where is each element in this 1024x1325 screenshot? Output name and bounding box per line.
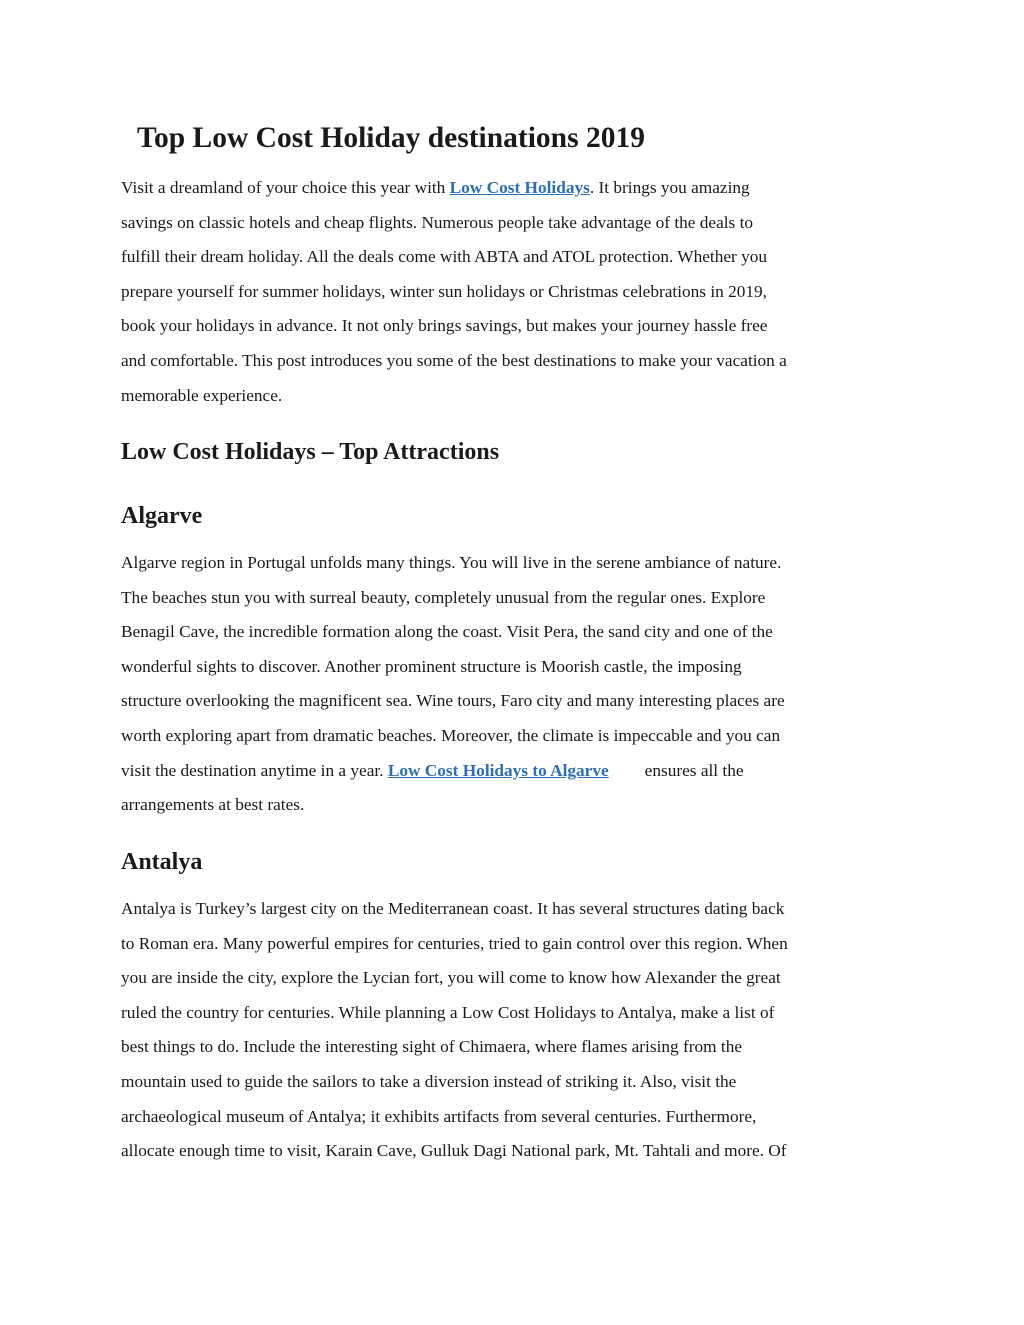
antalya-line: archaeological museum of Antalya; it exhibits artifacts from several centuries. Furthermore, — [121, 1106, 757, 1126]
intro-line: fulfill their dream holiday. All the deals come with ABTA and ATOL protection. Whether you — [121, 247, 768, 267]
algarve-line: Algarve region in Portugal unfolds many things. You will live in the serene ambiance of nature. — [121, 553, 782, 572]
algarve-line: Benagil Cave, the incredible formation along the coast. Visit Pera, the sand city and one of the — [121, 622, 773, 642]
antalya-line: ruled the country for centuries. While planning a Low Cost Holidays to Antalya, make a list of — [121, 1002, 775, 1022]
antalya-line: to Roman era. Many powerful empires for centuries, tried to gain control over this region. When — [121, 933, 788, 953]
algarve-line: arrangements at best rates. — [121, 795, 305, 815]
antalya-line: you are inside the city, explore the Lycian fort, you will come to know how Alexander the great — [121, 968, 781, 988]
antalya-line: allocate enough time to visit, Karain Cave, Gulluk Dagi National park, Mt. Tahtali and more. Of — [121, 1141, 787, 1161]
low-cost-holidays-to-algarve-link[interactable]: Low Cost Holidays to Algarve — [387, 760, 609, 780]
intro-line: prepare yourself for summer holidays, winter sun holidays or Christmas celebrations in 2019, — [121, 281, 767, 301]
intro-line: and comfortable. This post introduces you some of the best destinations to make your vacation a — [121, 350, 787, 370]
antalya-line: best things to do. Include the interesting sight of Chimaera, where flames arising from the — [121, 1037, 743, 1057]
intro-line-1-text: Visit a dreamland of your choice this year with — [121, 178, 450, 197]
antalya-line: Antalya is Turkey’s largest city on the Mediterranean coast. It has several structures dating back — [121, 899, 785, 918]
algarve-line: structure overlooking the magnificent sea. Wine tours, Faro city and many interesting places are — [121, 691, 785, 711]
algarve-line-7-text: visit the destination anytime in a year. — [121, 760, 388, 780]
algarve-paragraph — [121, 546, 911, 823]
antalya-paragraph — [121, 892, 911, 1169]
algarve-line: worth exploring apart from dramatic beaches. Moreover, the climate is impeccable and you can — [121, 725, 781, 745]
algarve-line: The beaches stun you with surreal beauty, completely unusual from the regular ones. Explore — [121, 587, 766, 607]
algarve-line: wonderful sights to discover. Another prominent structure is Moorish castle, the imposing — [121, 656, 742, 676]
algarve-line-7 — [121, 754, 911, 789]
document-title: Top Low Cost Holiday destinations 2019 — [137, 122, 645, 154]
antalya-line: mountain used to guide the sailors to take a diversion instead of striking it. Also, visit the — [121, 1071, 737, 1091]
antalya-heading: Antalya — [121, 849, 203, 875]
intro-line-1 — [121, 171, 911, 206]
section-heading: Low Cost Holidays – Top Attractions — [121, 439, 500, 465]
intro-line-1-tail: . It brings you amazing — [589, 178, 750, 197]
intro-line: book your holidays in advance. It not only brings savings, but makes your journey hassle free — [121, 316, 768, 336]
intro-line: savings on classic hotels and cheap flights. Numerous people take advantage of the deals to — [121, 212, 754, 232]
algarve-line-7-tail: ensures all the — [644, 760, 744, 780]
algarve-heading: Algarve — [121, 503, 203, 529]
intro-paragraph — [121, 171, 911, 413]
low-cost-holidays-link[interactable]: Low Cost Holidays — [449, 178, 590, 197]
intro-line: memorable experience. — [121, 385, 283, 405]
